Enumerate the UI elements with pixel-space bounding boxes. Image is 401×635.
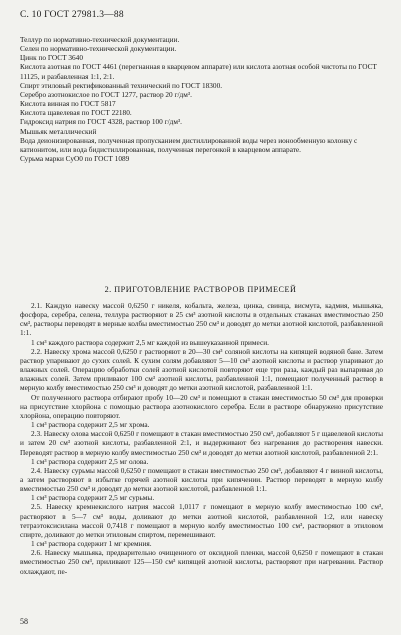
procedure-paragraph: 1 см³ раствора содержит 2,5 мг олова. xyxy=(31,456,149,466)
procedure-paragraph: 2.1. Каждую навеску массой 0,6250 г никеля, кобальта, железа, цинка, свинца, висмута, кадмия, мышьяка, фосфора, серебра, селена, теллура растворяют в 25 см³ азотной кислоты в отдельных стаканах вместимостью 250 см³, растворы переводят в мерные колбы вместимостью 250 см³ и доводят до метки азотной кислотой, разбавленной 1:1. xyxy=(20,301,383,338)
procedure-paragraph: 2.6. Навеску мышьяка, предварительно очищенного от оксидной пленки, массой 0,6250 г помещают в стакан вместимостью 250 см³, приливают 125—150 см³ кипящей азотной кислоты, растворяют при нагревании. Раствор охлаждают, пе- xyxy=(20,548,383,576)
procedure-paragraph: 1 см³ раствора содержит 2,5 мг сурьмы. xyxy=(31,493,155,503)
procedure-paragraph: 2.2. Навеску хрома массой 0,6250 г растворяют в 20—30 см³ соляной кислоты на кипящей водяной бане. Затем раствор упаривают до сухих солей. К сухим солям добавляют 5—10 см³ азотной кислоты и раствор упаривают до влажных солей. Операцию обработки солей азотной кислотой повторяют еще три раза, каждый раз выпаривая до влажных солей. Затем приливают 100 см³ азотной кислоты, разбавленной 1:1, помещают полученный раствор в мерную колбу вместимостью 250 см³ и доводят до метки азотной кислотой, разбавленной 1:1. xyxy=(20,346,383,393)
material-item: Теллур по нормативно-технической документации. xyxy=(20,35,180,44)
material-item: Цинк по ГОСТ 3640 xyxy=(20,53,83,63)
procedure-paragraph: 2.5. Навеску кремнекислого натрия массой 1,0117 г помещают в мерную колбу вместимостью 100 см³, растворяют в 5—7 см³ воды, доливают до метки азотной кислотой, разбавленной 1:2, или навеску тетраэтоксисилана массой 0,7418 г помещают в мерную колбу вместимостью 100 см³, растворяют в этиловом спирте, доливают до метки этиловым спиртом, перемешивают. xyxy=(20,502,383,539)
material-item: Кислота азотная по ГОСТ 4461 (перегнанная в кварцевом аппарате) или кислота азотная особой чистоты по ГОСТ 11125, и разбавленная 1:1, 2:1. xyxy=(20,62,377,81)
material-item: Спирт этиловый ректификованный технический по ГОСТ 18300. xyxy=(20,80,223,90)
material-item: Селен по нормативно-технической документации. xyxy=(20,44,177,54)
material-item: Мышьяк металлический xyxy=(20,126,97,136)
material-item: Вода деионизированная, полученная пропусканием дистиллированной воды через ионообменную колонку с катионитом, или вода бидистиллированная, полученная перегонкой в кварцевом аппарате. xyxy=(20,135,358,154)
material-item: Кислота щавелевая по ГОСТ 22180. xyxy=(20,108,132,118)
procedure-paragraph: От полученного раствора отбирают пробу 10—20 см³ и помещают в стакан вместимостью 50 см³ для проверки на присутствие хлорйона с помощью раствора азотнокислого серебра. Если в растворе обнаружено присутствие хлорйона, операцию повторяют. xyxy=(20,392,383,420)
procedure-paragraph: 2.4. Навеску сурьмы массой 0,6250 г помещают в стакан вместимостью 250 см³, добавляют 4 г винной кислоты, а затем растворяют в избытке горячей азотной кислоты при кипячении. Раствор переводят в мерную колбу вместимостью 250 см³ и доводят до метки азотной кислотой, разбавленной 1:1. xyxy=(20,465,383,494)
section-title: 2. ПРИГОТОВЛЕНИЕ РАСТВОРОВ ПРИМЕСЕЙ xyxy=(104,285,297,294)
materials-list xyxy=(20,35,383,163)
procedure-paragraph: 2.3. Навеску олова массой 0,6250 г помещают в стакан вместимостью 250 см³, добавляют 5 г щавелевой кислоты и затем 20 см³ азотной кислоты, разбавленной 2:1, и выдерживают без нагревания до растворения навески. Переводят раствор в мерную колбу вместимостью 250 см³ и доводят до метки азотной кислотой, разбавленной 2:1. xyxy=(20,429,383,457)
procedures-text xyxy=(20,301,383,576)
page-header: С. 10 ГОСТ 27981.3—88 xyxy=(20,10,124,20)
material-item: Сурьма марки СуО0 по ГОСТ 1089 xyxy=(20,154,130,164)
material-item: Серебро азотнокислое по ГОСТ 1277, раствор 20 г/дм³. xyxy=(20,89,192,99)
procedure-paragraph: 1 см³ каждого раствора содержит 2,5 мг каждой из вышеуказанной примеси. xyxy=(31,337,269,347)
material-item: Кислота винная по ГОСТ 5817 xyxy=(20,99,116,109)
procedure-paragraph: 1 см³ раствора содержит 1 мг кремния. xyxy=(31,539,152,549)
page-number: 58 xyxy=(20,617,28,626)
material-item: Гидроксид натрия по ГОСТ 4328, раствор 100 г/дм³. xyxy=(20,117,182,127)
procedure-paragraph: 1 см³ раствора содержит 2,5 мг хрома. xyxy=(31,420,150,430)
